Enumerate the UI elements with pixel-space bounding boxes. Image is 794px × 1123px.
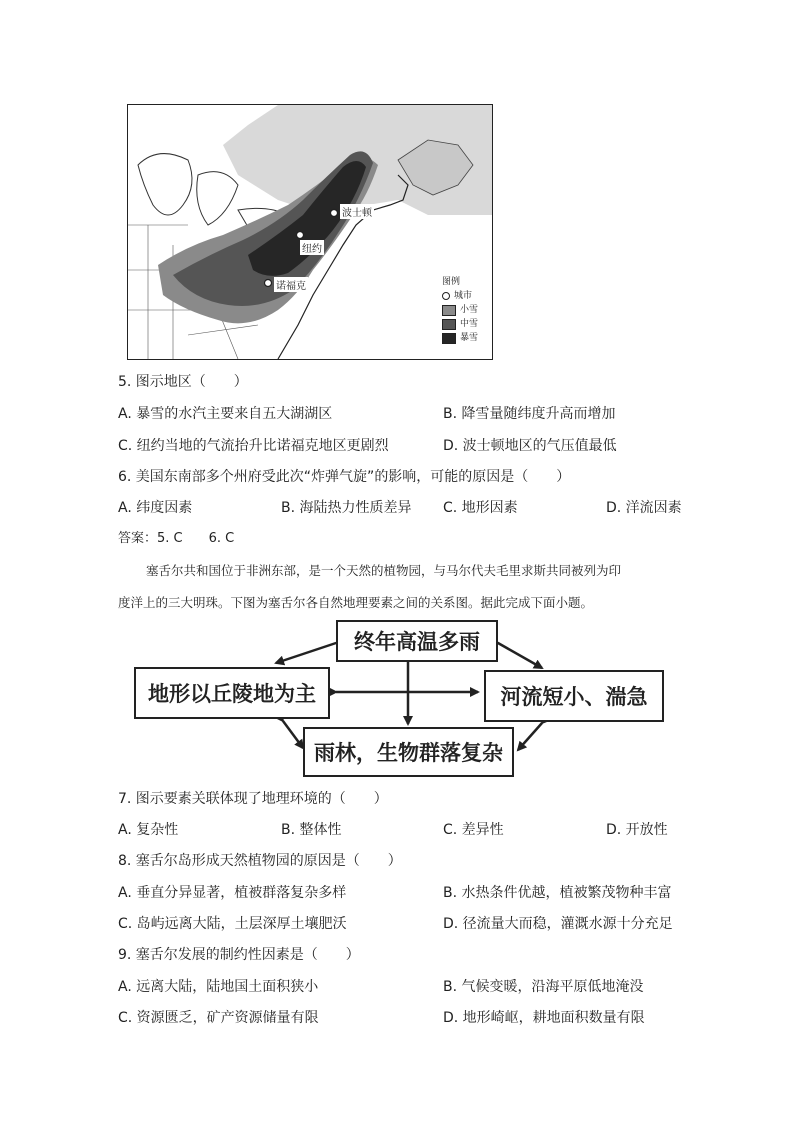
diagram-node-climate: 终年高温多雨 xyxy=(336,620,498,662)
q5-stem: 5. 图示地区（ ） xyxy=(118,374,248,390)
answer-line-1: 答案：5. C 6. C xyxy=(118,531,235,546)
legend-item-heavy: 暴雪 xyxy=(460,333,479,343)
q7-option-d[interactable]: D. 开放性 xyxy=(606,822,668,838)
q8-option-c[interactable]: C. 岛屿远离大陆，土层深厚土壤肥沃 xyxy=(118,916,347,932)
legend-item-medium: 中雪 xyxy=(460,319,479,329)
diagram-node-rivers: 河流短小、湍急 xyxy=(484,670,664,722)
q9-option-b[interactable]: B. 气候变暖，沿海平原低地淹没 xyxy=(443,979,644,995)
q8-option-a[interactable]: A. 垂直分异显著，植被群落复杂多样 xyxy=(118,885,347,901)
diagram-node-terrain: 地形以丘陵地为主 xyxy=(134,667,330,719)
passage-line-2: 度洋上的三大明珠。下图为塞舌尔各自然地理要素之间的关系图。据此完成下面小题。 xyxy=(118,595,594,610)
q8-option-b[interactable]: B. 水热条件优越，植被繁茂物种丰富 xyxy=(443,885,672,901)
arrow-bottom-left xyxy=(283,721,303,748)
q6-option-d[interactable]: D. 洋流因素 xyxy=(606,500,682,516)
q6-option-c[interactable]: C. 地形因素 xyxy=(443,500,518,516)
q7-stem: 7. 图示要素关联体现了地理环境的（ ） xyxy=(118,791,388,807)
q5-option-b[interactable]: B. 降雪量随纬度升高而增加 xyxy=(443,406,616,422)
passage-line-1: 塞舌尔共和国位于非洲东部，是一个天然的植物园，与马尔代夫毛里求斯共同被列为印 xyxy=(146,563,622,578)
q5-option-a[interactable]: A. 暴雪的水汽主要来自五大湖湖区 xyxy=(118,406,333,422)
q9-option-a[interactable]: A. 远离大陆，陆地国土面积狭小 xyxy=(118,979,319,995)
city-label-norfolk: 诺福克 xyxy=(274,277,308,292)
legend-item-city: 城市 xyxy=(454,291,473,301)
q7-option-a[interactable]: A. 复杂性 xyxy=(118,822,179,838)
legend-title: 图例 xyxy=(442,277,461,287)
q8-option-d[interactable]: D. 径流量大而稳，灌溉水源十分充足 xyxy=(443,916,673,932)
q9-option-d[interactable]: D. 地形崎岖，耕地面积数量有限 xyxy=(443,1010,645,1026)
arrow-top-left xyxy=(276,643,336,663)
q9-stem: 9. 塞舌尔发展的制约性因素是（ ） xyxy=(118,947,360,963)
q5-option-c[interactable]: C. 纽约当地的气流抬升比诺福克地区更剧烈 xyxy=(118,438,389,454)
q6-stem: 6. 美国东南部多个州府受此次“炸弹气旋”的影响，可能的原因是（ ） xyxy=(118,469,571,485)
arrow-top-right xyxy=(498,643,542,668)
q5-option-d[interactable]: D. 波士顿地区的气压值最低 xyxy=(443,438,617,454)
city-label-boston: 波士顿 xyxy=(340,204,374,219)
city-label-newyork: 纽约 xyxy=(300,240,324,255)
q7-option-c[interactable]: C. 差异性 xyxy=(443,822,504,838)
arrow-bottom-right xyxy=(518,723,542,750)
q6-option-b[interactable]: B. 海陆热力性质差异 xyxy=(281,500,412,516)
diagram-node-vegetation: 雨林，生物群落复杂 xyxy=(303,727,514,777)
q6-option-a[interactable]: A. 纬度因素 xyxy=(118,500,193,516)
legend-item-light: 小雪 xyxy=(460,305,479,315)
q9-option-c[interactable]: C. 资源匮乏，矿产资源储量有限 xyxy=(118,1010,319,1026)
q8-stem: 8. 塞舌尔岛形成天然植物园的原因是（ ） xyxy=(118,853,402,869)
q7-option-b[interactable]: B. 整体性 xyxy=(281,822,342,838)
